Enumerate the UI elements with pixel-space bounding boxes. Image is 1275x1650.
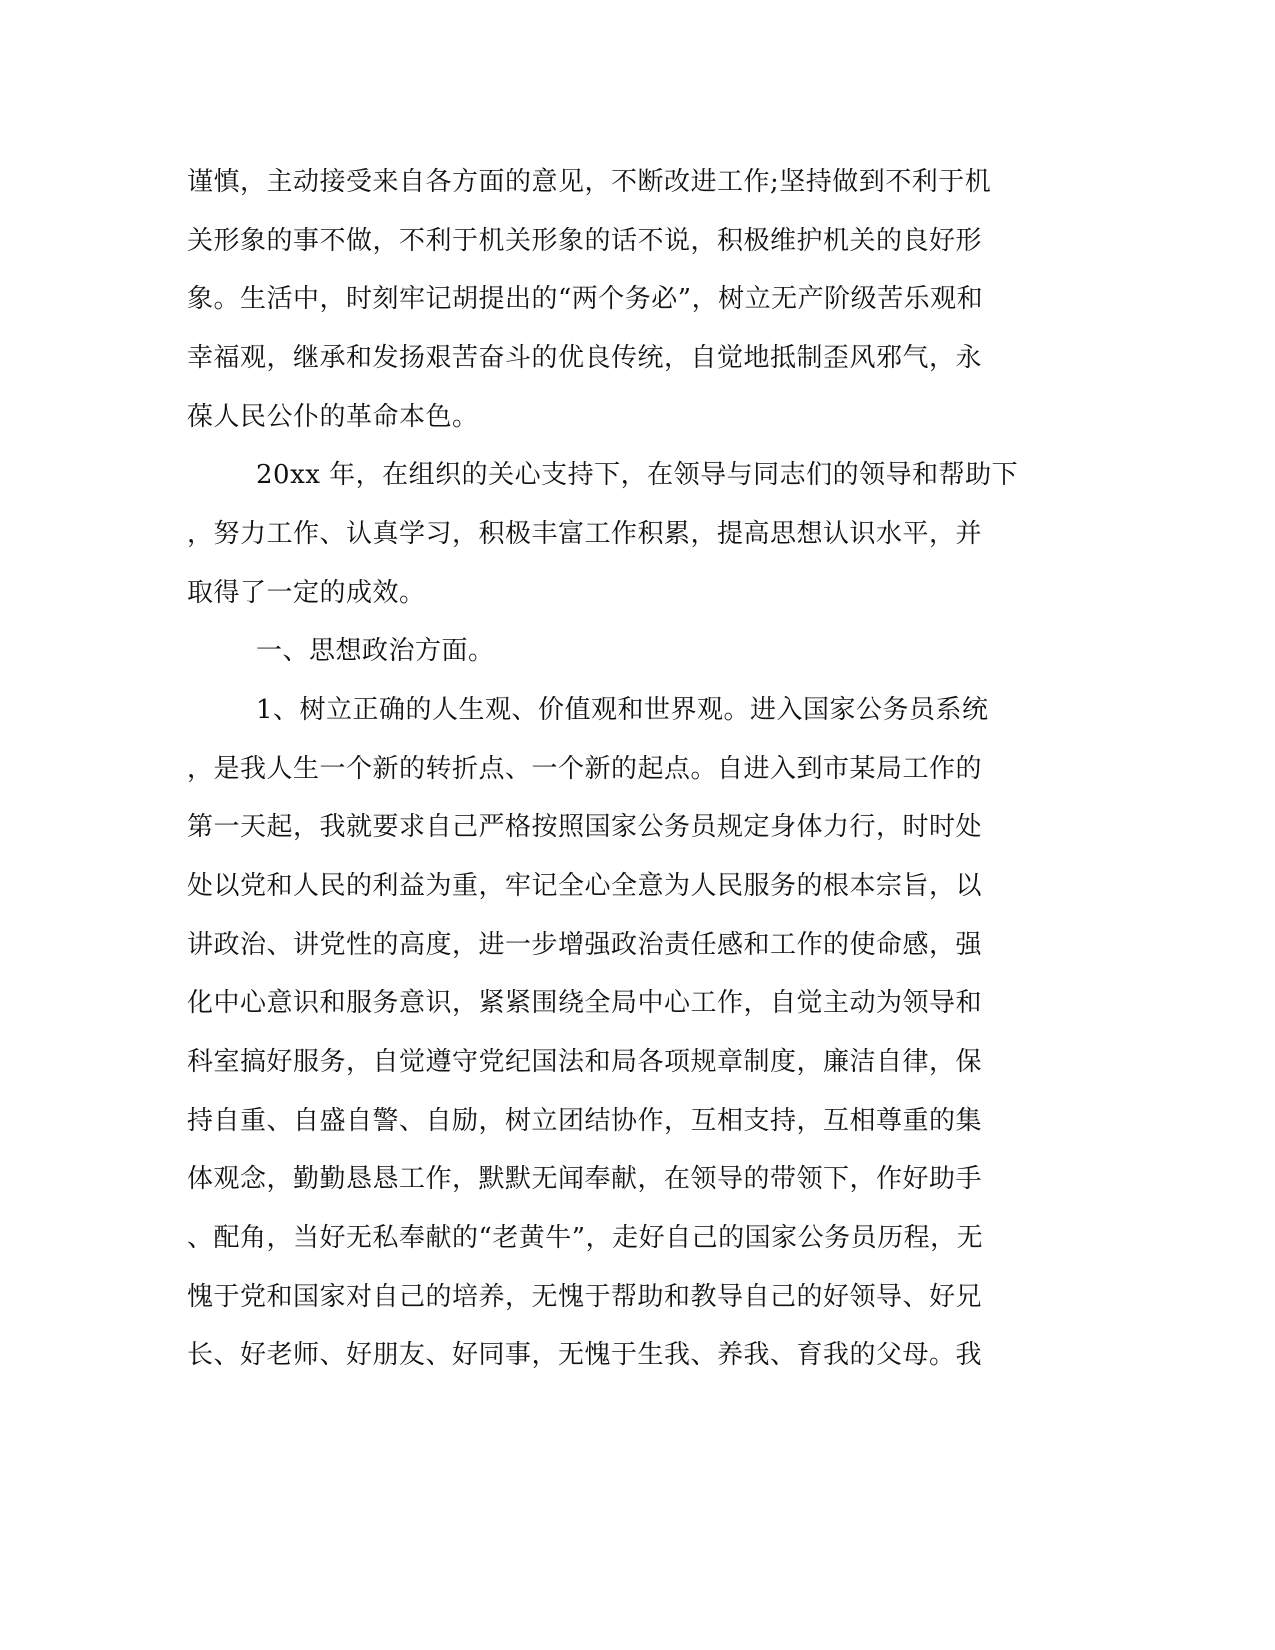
text-line: 持自重、自盛自警、自励，树立团结协作，互相支持，互相尊重的集 bbox=[187, 1106, 983, 1136]
text-line: 1、树立正确的人生观、价值观和世界观。进入国家公务员系统 bbox=[256, 695, 989, 725]
section-heading: 一、思想政治方面。 bbox=[256, 636, 495, 666]
text-line: 幸福观，继承和发扬艰苦奋斗的优良传统，自觉地抵制歪风邪气，永 bbox=[187, 343, 983, 373]
text-line: 科室搞好服务，自觉遵守党纪国法和局各项规章制度，廉洁自律，保 bbox=[187, 1047, 983, 1077]
text-line: 取得了一定的成效。 bbox=[187, 578, 426, 608]
text-line: 、配角，当好无私奉献的“老黄牛”，走好自己的国家公务员历程，无 bbox=[187, 1223, 984, 1253]
text-line: 愧于党和国家对自己的培养，无愧于帮助和教导自己的好领导、好兄 bbox=[187, 1282, 983, 1312]
text-line: ，是我人生一个新的转折点、一个新的起点。自进入到市某局工作的 bbox=[187, 754, 983, 784]
text-line: ，努力工作、认真学习，积极丰富工作积累，提高思想认识水平，并 bbox=[187, 519, 983, 549]
text-line: 谨慎，主动接受来自各方面的意见，不断改进工作;坚持做到不利于机 bbox=[187, 167, 992, 197]
text-line: 处以党和人民的利益为重，牢记全心全意为人民服务的根本宗旨，以 bbox=[187, 871, 983, 901]
text-line: 葆人民公仆的革命本色。 bbox=[187, 402, 479, 432]
text-line: 体观念，勤勤恳恳工作，默默无闻奉献，在领导的带领下，作好助手 bbox=[187, 1164, 983, 1194]
text-line: 化中心意识和服务意识，紧紧围绕全局中心工作，自觉主动为领导和 bbox=[187, 988, 983, 1018]
text-line: 第一天起，我就要求自己严格按照国家公务员规定身体力行，时时处 bbox=[187, 812, 983, 842]
text-line: 讲政治、讲党性的高度，进一步增强政治责任感和工作的使命感，强 bbox=[187, 930, 983, 960]
text-line: 20xx 年，在组织的关心支持下，在领导与同志们的领导和帮助下 bbox=[256, 460, 1019, 490]
text-line: 关形象的事不做，不利于机关形象的话不说，积极维护机关的良好形 bbox=[187, 226, 983, 256]
text-line: 长、好老师、好朋友、好同事，无愧于生我、养我、育我的父母。我 bbox=[187, 1340, 983, 1370]
text-line: 象。生活中，时刻牢记胡提出的“两个务必”，树立无产阶级苦乐观和 bbox=[187, 284, 984, 314]
